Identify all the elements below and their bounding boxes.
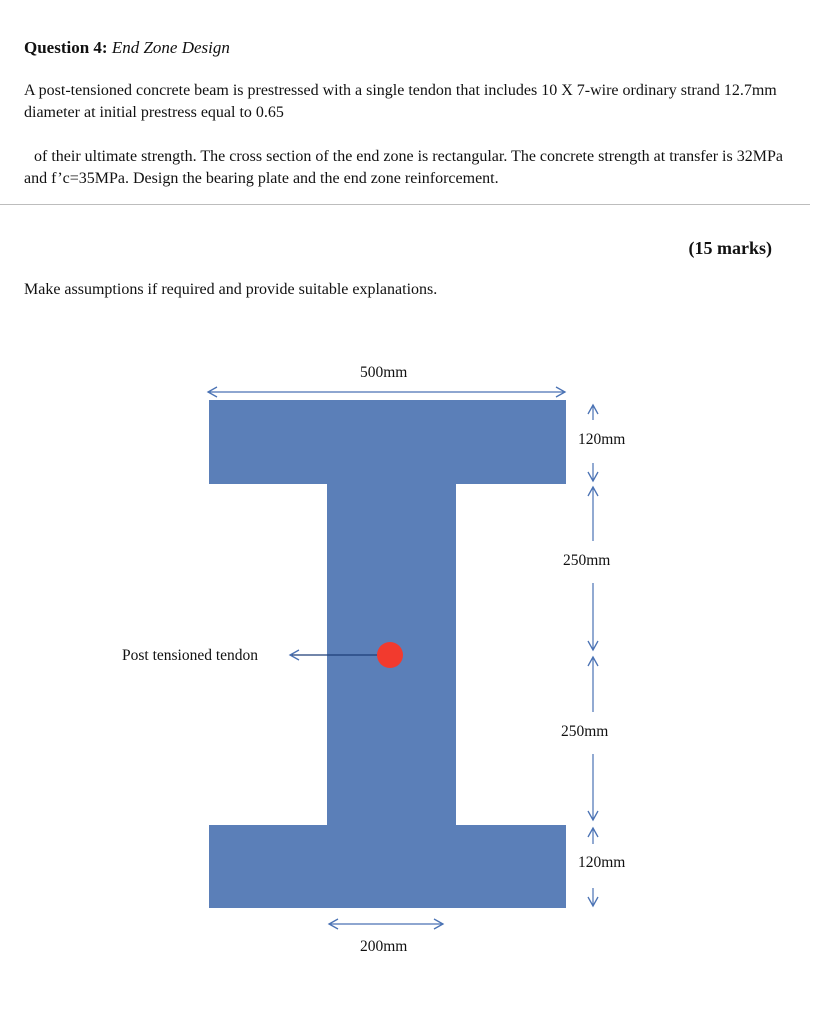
marks-label: (15 marks) [688,238,772,258]
paragraph-1: A post-tensioned concrete beam is prestressed with a single tendon that includes 10 X 7-wire ordinary strand 12.7mm diameter at initial prestress equal to 0.65 [24,82,777,121]
lower-web-height-label: 250mm [561,723,609,740]
instruction-text: Make assumptions if required and provide suitable explanations. [24,281,438,298]
top-width-label: 500mm [360,364,408,381]
bottom-flange [209,825,566,908]
paragraph-2: of their ultimate strength. The cross section of the end zone is rectangular. The concrete strength at transfer is 32MPa and f’c=35MPa. Design the bearing plate and the end zone reinforcement. [24,148,783,187]
tendon-marker [377,642,403,668]
question-topic: End Zone Design [111,38,230,57]
bottom-flange-height-label: 120mm [578,854,626,871]
top-flange-height-label: 120mm [578,431,626,448]
upper-web-height-label: 250mm [563,552,611,569]
question-label: Question 4: [24,38,108,57]
tendon-label: Post tensioned tendon [122,647,259,664]
web-width-label: 200mm [360,938,408,955]
top-flange [209,400,566,484]
